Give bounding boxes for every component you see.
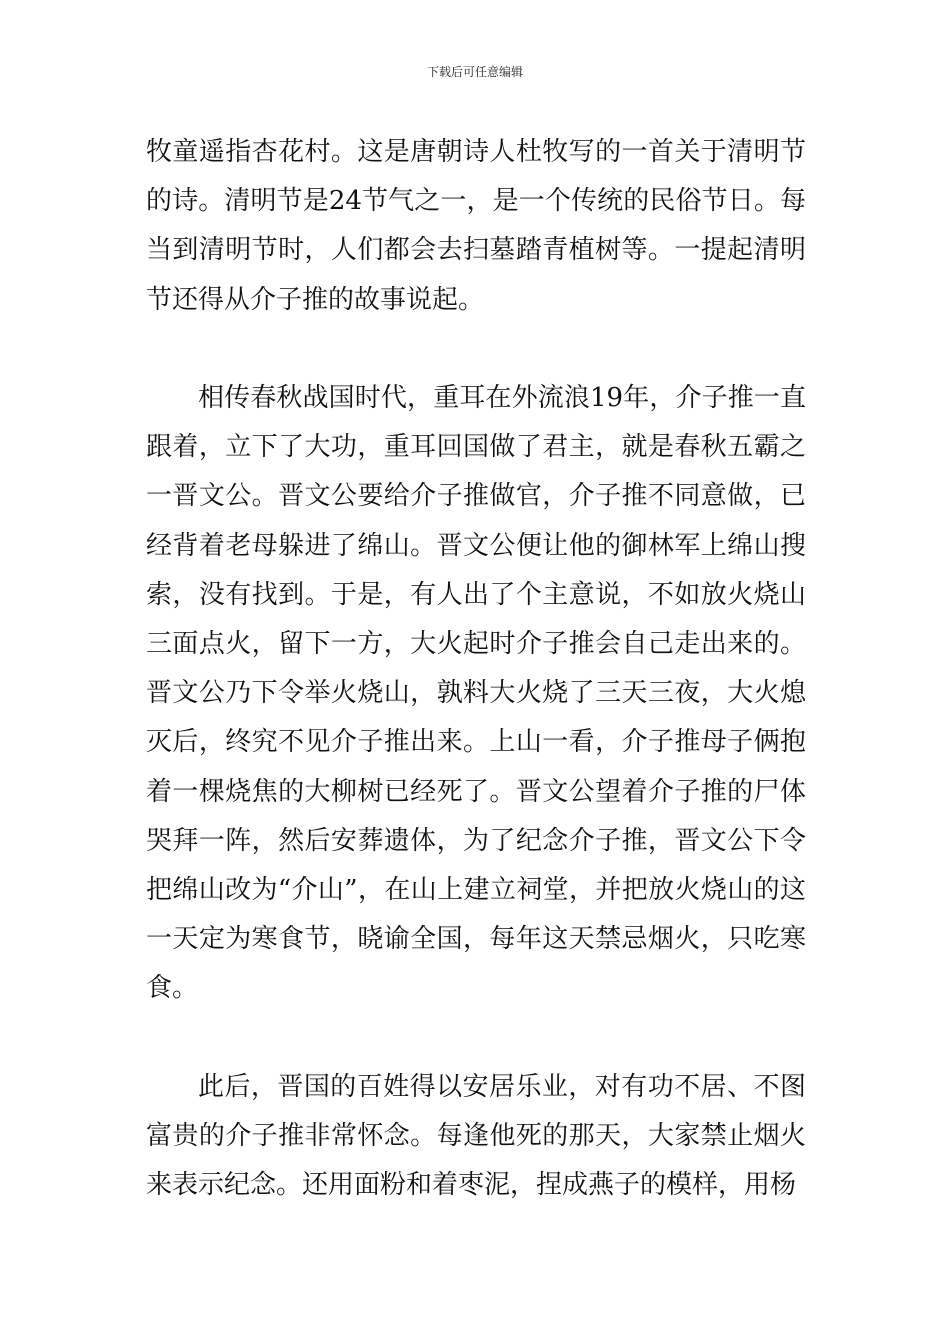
paragraph-legend: 相传春秋战国时代，重耳在外流浪19年，介子推一直跟着，立下了大功，重耳回国做了君主，就是春秋五霸之一晋文公。晋文公要给介子推做官，介子推不同意做，已经背着老母躲进了绵山。晋文公便让他的御林军上绵山搜索，没有找到。于是，有人出了个主意说，不如放火烧山三面点火，留下一方，大火起时介子推会自己走出来的。晋文公乃下令举火烧山，孰料大火烧了三天三夜，大火熄灭后，终究不见介子推出来。上山一看，介子推母子俩抱着一棵烧焦的大柳树已经死了。晋文公望着介子推的尸体哭拜一阵，然后安葬遗体，为了纪念介子推，晋文公下令把绵山改为“介山”，在山上建立祠堂，并把放火烧山的这一天定为寒食节，晓谕全国，每年这天禁忌烟火，只吃寒食。 [146,383,806,1004]
paragraph-intro: 牧童遥指杏花村。这是唐朝诗人杜牧写的一首关于清明节的诗。清明节是24节气之一，是一个传统的民俗节日。每当到清明节时，人们都会去扫墓踏青植树等。一提起清明节还得从介子推的故事说起。 [146,137,806,315]
document-body [146,128,806,1210]
header-note: 下载后可任意编辑 [426,65,523,79]
paragraph-aftermath: 此后，晋国的百姓得以安居乐业，对有功不居、不图富贵的介子推非常怀念。每逢他死的那天，大家禁止烟火来表示纪念。还用面粉和着枣泥，捏成燕子的模样，用杨 [146,1071,806,1201]
